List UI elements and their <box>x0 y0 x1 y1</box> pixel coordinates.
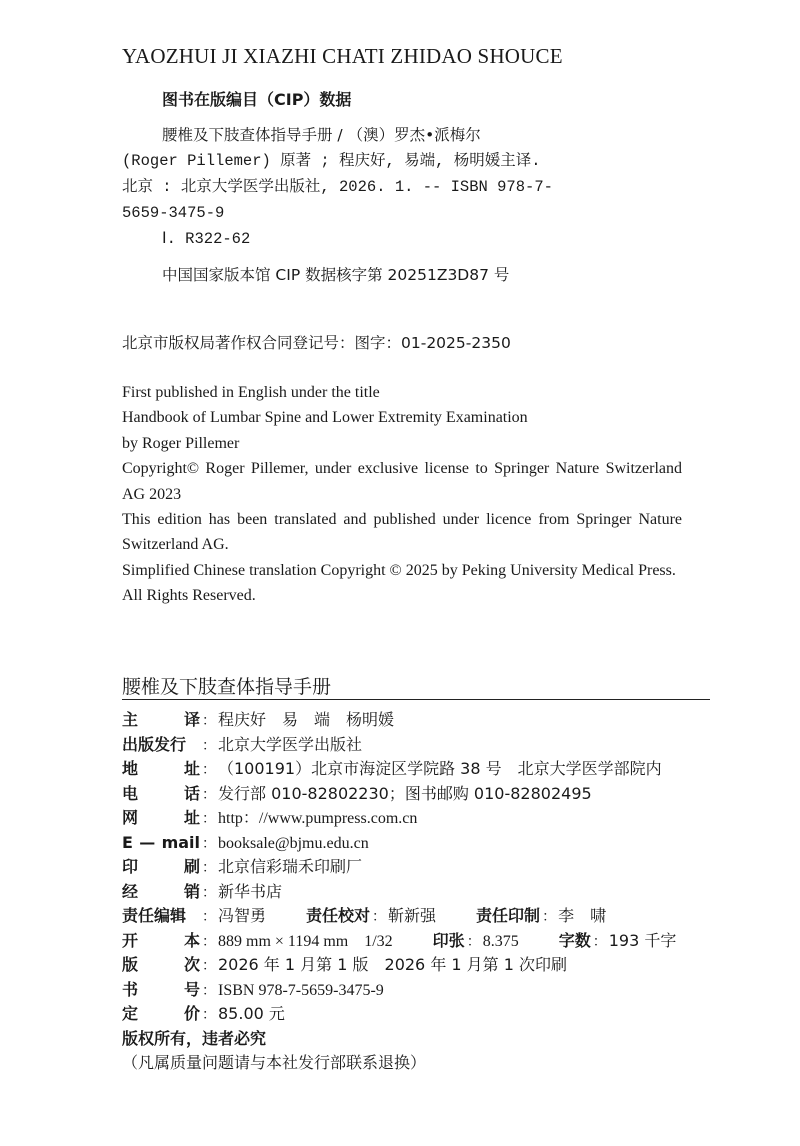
english-copyright-block <box>122 380 682 609</box>
info-row-rights <box>122 1027 762 1052</box>
phone-label: 电 话 <box>122 783 200 803</box>
format-label: 开 本 <box>122 930 200 950</box>
distributor-label: 经 销 <box>122 881 200 901</box>
distributor-value: 新华书店 <box>218 881 283 901</box>
english-line2: Handbook of Lumbar Spine and Lower Extremity Examination <box>122 409 528 427</box>
price-label: 定 价 <box>122 1004 200 1023</box>
cip-record-line2: (Roger Pillemer) 原著 ; 程庆好, 易端, 杨明媛主译. <box>122 152 541 170</box>
cip-record-line4: 5659-3475-9 <box>122 204 225 222</box>
translators-value: 程庆好 易 端 杨明媛 <box>218 710 395 729</box>
cip-classification: Ⅰ. R322-62 <box>162 230 251 248</box>
info-row-price: 定 价 ： 85.00 元 <box>122 1002 762 1027</box>
address-label: 地 址 <box>122 759 200 778</box>
info-row-distributor: 经 销 ： 新华书店 <box>122 880 762 905</box>
info-row-returns <box>122 1051 762 1076</box>
wordcount-value: 193 千字 <box>608 930 677 950</box>
english-translation-copyright: Simplified Chinese translation Copyright © 2025 by Peking University Medical Press. <box>122 561 676 579</box>
cip-library-record: 中国国家版本馆 CIP 数据核字第 20251Z3D87 号 <box>162 266 510 284</box>
wordcount-label: 字数 <box>558 930 591 950</box>
info-row-responsibility: 责任编辑 ： 冯智勇 责任校对 ： 靳新强 责任印制 ： 李 啸 <box>122 904 762 929</box>
format-value: 889 mm × 1194 mm 1/32 <box>218 932 393 950</box>
info-row-publisher: 出版发行 ： 北京大学医学出版社 <box>122 733 762 758</box>
info-row-translators: 主 译 ： 程庆好 易 端 杨明媛 <box>122 708 762 733</box>
isbn-label: 书 号 <box>122 979 200 999</box>
english-licence: This edition has been translated and published under licence from Springer Nature Switzerland AG. <box>122 511 682 554</box>
editor-label: 责任编辑 <box>122 906 187 925</box>
phone-value: 发行部 010-82802230；图书邮购 010-82802495 <box>218 783 592 803</box>
copyright-registration: 北京市版权局著作权合同登记号：图字：01-2025-2350 <box>122 334 511 352</box>
sheets-value: 8.375 <box>482 932 519 950</box>
info-row-address: 地 址 ： （100191）北京市海淀区学院路 38 号 北京大学医学部院内 <box>122 757 762 782</box>
english-line1: First published in English under the title <box>122 384 380 401</box>
english-line3: by Roger Pillemer <box>122 434 240 452</box>
printer-value: 北京信彩瑞禾印刷厂 <box>218 857 363 876</box>
title-divider <box>122 699 710 700</box>
price-value: 85.00 元 <box>218 1004 285 1023</box>
info-row-email: E — mail ： booksale@bjmu.edu.cn <box>122 831 762 856</box>
info-row-website: 网 址 ： http：//www.pumpress.com.cn <box>122 806 762 831</box>
editor-value: 冯智勇 <box>218 906 267 925</box>
edition-label: 版 次 <box>122 955 200 974</box>
publication-info <box>122 708 762 1076</box>
website-label: 网 址 <box>122 808 200 827</box>
book-title: 腰椎及下肢查体指导手册 <box>122 676 332 698</box>
info-row-printer: 印 刷 ： 北京信彩瑞禾印刷厂 <box>122 855 762 880</box>
rights-statement: 版权所有，违者必究 <box>122 1028 267 1048</box>
email-value[interactable]: booksale@bjmu.edu.cn <box>218 834 369 852</box>
publisher-label: 出版发行 <box>122 734 187 754</box>
printer-label: 印 刷 <box>122 857 200 876</box>
proofreader-label: 责任校对 <box>306 906 371 925</box>
publisher-value: 北京大学医学出版社 <box>218 734 363 754</box>
website-value[interactable]: http：//www.pumpress.com.cn <box>218 810 418 827</box>
info-row-edition: 版 次 ： 2026 年 1 月第 1 版 2026 年 1 月第 1 次印刷 <box>122 953 762 978</box>
address-value: （100191）北京市海淀区学院路 38 号 北京大学医学部院内 <box>218 759 662 778</box>
english-copyright: Copyright© Roger Pillemer, under exclusive license to Springer Nature Switzerland AG 2023 <box>122 460 682 503</box>
isbn-value: ISBN 978-7-5659-3475-9 <box>218 981 384 999</box>
cip-heading: 图书在版编目（CIP）数据 <box>162 90 352 109</box>
english-rights: All Rights Reserved. <box>122 587 256 605</box>
info-row-format: 开 本 ： 889 mm × 1194 mm 1/32 印张 ： 8.375 字数 ： 193 千字 <box>122 929 762 954</box>
translators-label: 主 译 <box>122 710 200 729</box>
cip-record-line3: 北京 : 北京大学医学出版社, 2026. 1. -- ISBN 978-7- <box>122 178 553 196</box>
info-row-phone: 电 话 ： 发行部 010-82802230；图书邮购 010-82802495 <box>122 782 762 807</box>
print-manager-value: 李 啸 <box>558 906 607 925</box>
sheets-label: 印张 <box>432 930 465 950</box>
cip-record <box>122 122 642 226</box>
email-label: E — mail <box>122 832 200 852</box>
returns-note: （凡属质量问题请与本社发行部联系退换） <box>122 1053 427 1072</box>
print-manager-label: 责任印制 <box>476 906 541 925</box>
cip-record-line1: 腰椎及下肢查体指导手册 / （澳）罗杰•派梅尔 <box>162 126 481 144</box>
pinyin-title: YAOZHUI JI XIAZHI CHATI ZHIDAO SHOUCE <box>122 44 563 68</box>
edition-value: 2026 年 1 月第 1 版 2026 年 1 月第 1 次印刷 <box>218 955 568 974</box>
info-row-isbn: 书 号 ： ISBN 978-7-5659-3475-9 <box>122 978 762 1003</box>
proofreader-value: 靳新强 <box>388 906 437 925</box>
